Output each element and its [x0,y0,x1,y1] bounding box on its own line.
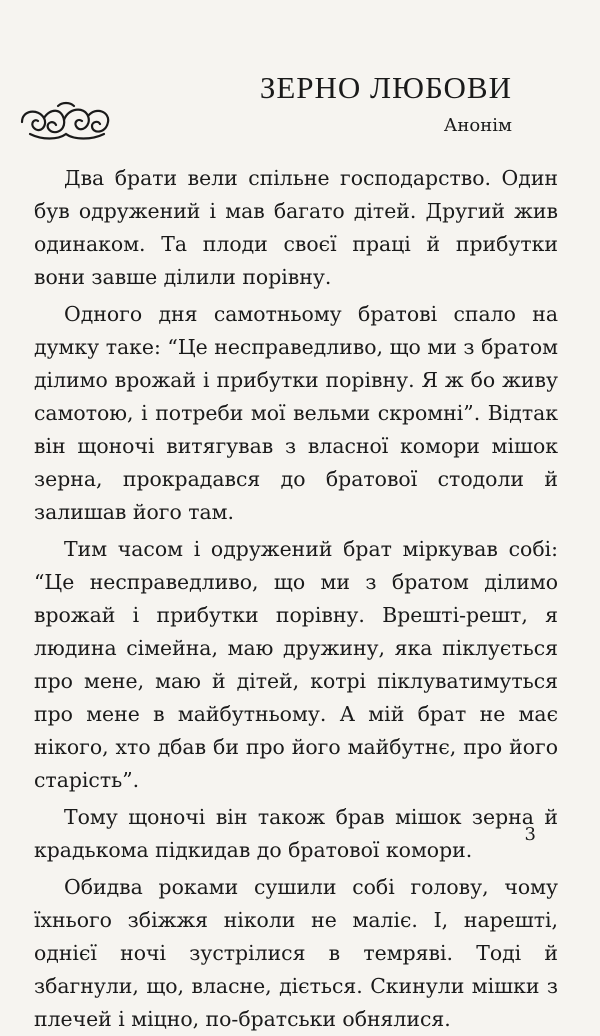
story-text [34,162,558,1036]
paragraph: Два брати вели спільне господарство. Один був одружений і мав багато дітей. Другий жив одинаком. Та плоди своєї праці й прибутки вони завше ділили порівну. [34,166,558,289]
author-name: Анонім [443,115,512,136]
page-number: 3 [524,824,536,845]
paragraph: Тим часом і одружений брат міркував собі: “Це несправедливо, що ми з братом ділимо врожай і прибутки порівну. Врешті-решт, я людина сімейна, маю дружину, яка піклується про мене, маю й дітей, котрі піклуватимуться про мене в майбутньому. А мій брат не має нікого, хто дбав би про його майбутнє, про його старість”. [34,537,558,792]
paragraph: Одного дня самотньому братові спало на думку таке: “Це несправедливо, що ми з братом ділимо врожай і прибутки порівну. Я ж бо живу самотою, і потреби мої вельми скромні”. Відтак він щоночі витягував з власної комори мішок зерна, прокрадався до братової стодоли й залишав його там. [34,302,558,524]
paragraph: Тому щоночі він також брав мішок зерна й крадькома підкидав до братової комори. [34,805,558,862]
page-title: ЗЕРНО ЛЮБОВИ [259,70,512,105]
fleuron-ornament-icon [18,100,114,144]
paragraph: Обидва роками сушили собі голову, чому їхнього збіжжя ніколи не маліє. І, нарешті, однієї ночі зустрілися в темряві. Тоді й збагнули, що, власне, діється. Скинули мішки з плечей і міцно, по-братськи обнялися. [34,875,558,1031]
